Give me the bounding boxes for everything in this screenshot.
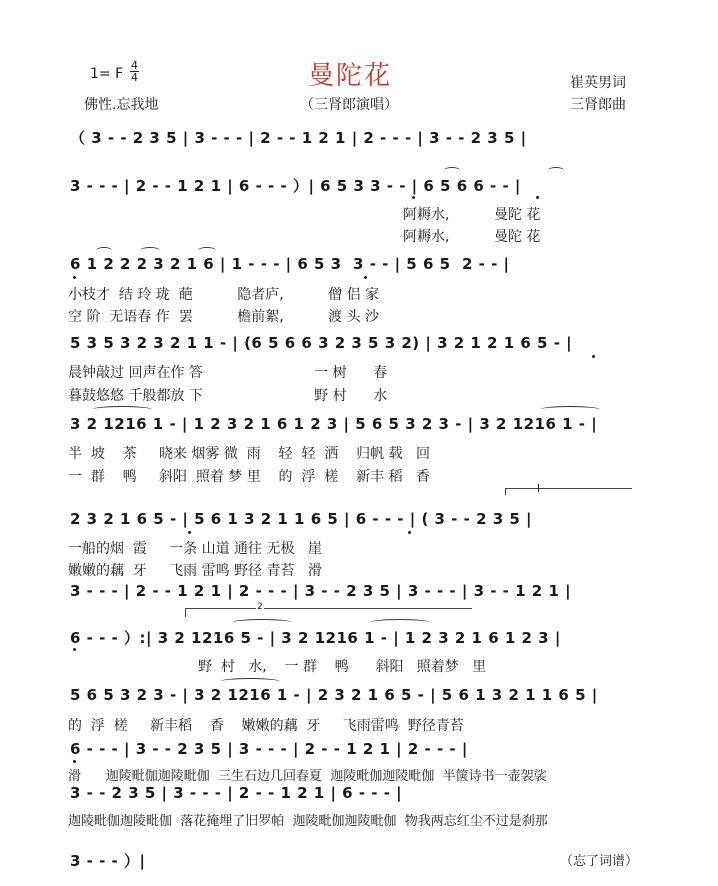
- octave-dot: [73, 648, 76, 651]
- time-signature-top: 4: [131, 59, 138, 72]
- lyric-line-1: 野 村 水, 一 群 鸭 斜阳 照着梦 里: [198, 659, 487, 675]
- lyric-line-1: 晨钟敲过 回声在作 答 一 树 春: [68, 365, 388, 381]
- notation-line: 3 - - 2 3 5 | 3 - - - | 2 - - 1 2 1 | 6 - - - |: [70, 784, 403, 802]
- volta-bracket-2-label: 2: [257, 602, 263, 612]
- slur: [198, 247, 216, 254]
- slur: [540, 406, 600, 413]
- octave-dot: [73, 276, 76, 279]
- volta-bracket-1: [505, 488, 632, 495]
- time-signature: [130, 60, 139, 83]
- lyric-line-1: 的 浮 槎 新丰稻 香 嫩嫩的藕 牙 飞雨雷鸣 野径青苔: [68, 718, 464, 734]
- lyric-line-2: 嫩嫩的藕 牙 飞雨 雷鸣 野径 青苔 滑: [68, 563, 322, 579]
- lyric-line-1: 阿耨水, 曼陀 花: [403, 207, 541, 223]
- lyric-line-2: 阿耨水, 曼陀 花: [403, 229, 541, 245]
- song-title: 曼陀花: [308, 61, 393, 91]
- notation-line: （ 3 - - 2 3 5 | 3 - - - | 2 - - 1 2 1 | 2 - - - | 3 - - 2 3 5 |: [70, 129, 527, 147]
- key-signature: 1= F: [90, 66, 124, 82]
- volta-bracket-2: [185, 608, 472, 617]
- slur: [370, 619, 430, 626]
- composer-credit: 三肾郎曲: [570, 97, 626, 113]
- slur: [548, 167, 564, 174]
- lyric-line-1: 半 坡 茶 晓来 烟雾 微 雨 轻 轻 洒 归帆 载 回: [68, 446, 430, 462]
- notation-line: 3 - - - | 2 - - 1 2 1 | 6 - - - ）| 6 5 3 3 - - | 6 5 6 6 - - |: [70, 177, 521, 195]
- octave-dot: [188, 531, 191, 534]
- lyric-line-1: 一船的烟 霞 一条 山道 通往 无极 崖: [68, 541, 322, 557]
- notation-line: 6 - - - | 3 - - 2 3 5 | 3 - - - | 2 - - 1 2 1 | 2 - - - |: [70, 740, 468, 758]
- lyric-line-1: （忘了词谱）: [560, 854, 639, 869]
- notation-line: 5 6 5 3 2 3 - | 3 2 1216 1 - | 2 3 2 1 6 5 - | 5 6 1 3 2 1 1 6 5 |: [70, 686, 598, 704]
- lyric-line-2: 一 群 鸭 斜阳 照着 梦 里 的 浮 槎 新丰 稻 香: [68, 469, 430, 485]
- slur: [140, 247, 160, 254]
- octave-dot: [412, 196, 415, 199]
- volta-bracket-1-mark: [538, 484, 539, 492]
- lyric-line-2: 暮鼓悠悠 千般都放 下 野 村 水: [68, 388, 388, 404]
- style-direction: 佛性.忘我地: [84, 97, 159, 113]
- notation-line: 6 - - - ）:| 3 2 1216 5 - | 3 2 1216 1 - | 1 2 3 2 1 6 1 2 3 |: [70, 629, 561, 647]
- octave-dot: [536, 196, 539, 199]
- slur: [96, 247, 112, 254]
- singer-credit: （三肾郎演唱）: [300, 97, 398, 113]
- notation-line: 2 3 2 1 6 5 - | 5 6 1 3 2 1 1 6 5 | 6 - - - | ( 3 - - 2 3 5 |: [70, 510, 533, 528]
- notation-line: 3 - - - | 2 - - 1 2 1 | 2 - - - | 3 - - 2 3 5 | 3 - - - | 3 - - 1 2 1 |: [70, 582, 572, 600]
- octave-dot: [592, 355, 595, 358]
- lyric-line-2: 空 阶 无语春 作 罢 檐前絮, 渡 头 沙: [68, 309, 380, 325]
- lyric-line-1: 滑 迦陵毗伽迦陵毗伽 三生石边几回春夏 迦陵毗伽迦陵毗伽 半箧诗书一壶袈裟: [68, 769, 547, 784]
- lyric-line-1: 迦陵毗伽迦陵毗伽 落花掩埋了旧罗帕 迦陵毗伽迦陵毗伽 物我两忘红尘不过是刹那: [68, 814, 548, 829]
- notation-line: 3 2 1216 1 - | 1 2 3 2 1 6 1 2 3 | 5 6 5 3 2 3 - | 3 2 1216 1 - |: [70, 415, 598, 433]
- notation-line: 5 3 5 3 2 3 2 1 1 - | (6 5 6 6 3 2 3 5 3 2) | 3 2 1 2 1 6 5 - |: [70, 334, 573, 352]
- notation-line: 6 1 2 2 2 3 2 1 6 | 1 - - - | 6 5 3 3 - - | 5 6 5 2 - - |: [70, 255, 510, 273]
- octave-dot: [73, 760, 76, 763]
- slur: [444, 167, 460, 174]
- slur: [220, 678, 280, 685]
- notation-line: 3 - - - ）|: [70, 852, 146, 870]
- octave-dot: [408, 531, 411, 534]
- lyricist-credit: 崔英男词: [570, 75, 626, 91]
- octave-dot: [364, 276, 367, 279]
- slur: [232, 619, 292, 626]
- lyric-line-1: 小枝才 结 玲 珑 葩 隐者庐, 僧 侣 家: [68, 287, 380, 303]
- slur: [92, 406, 152, 413]
- time-signature-bottom: 4: [131, 71, 138, 84]
